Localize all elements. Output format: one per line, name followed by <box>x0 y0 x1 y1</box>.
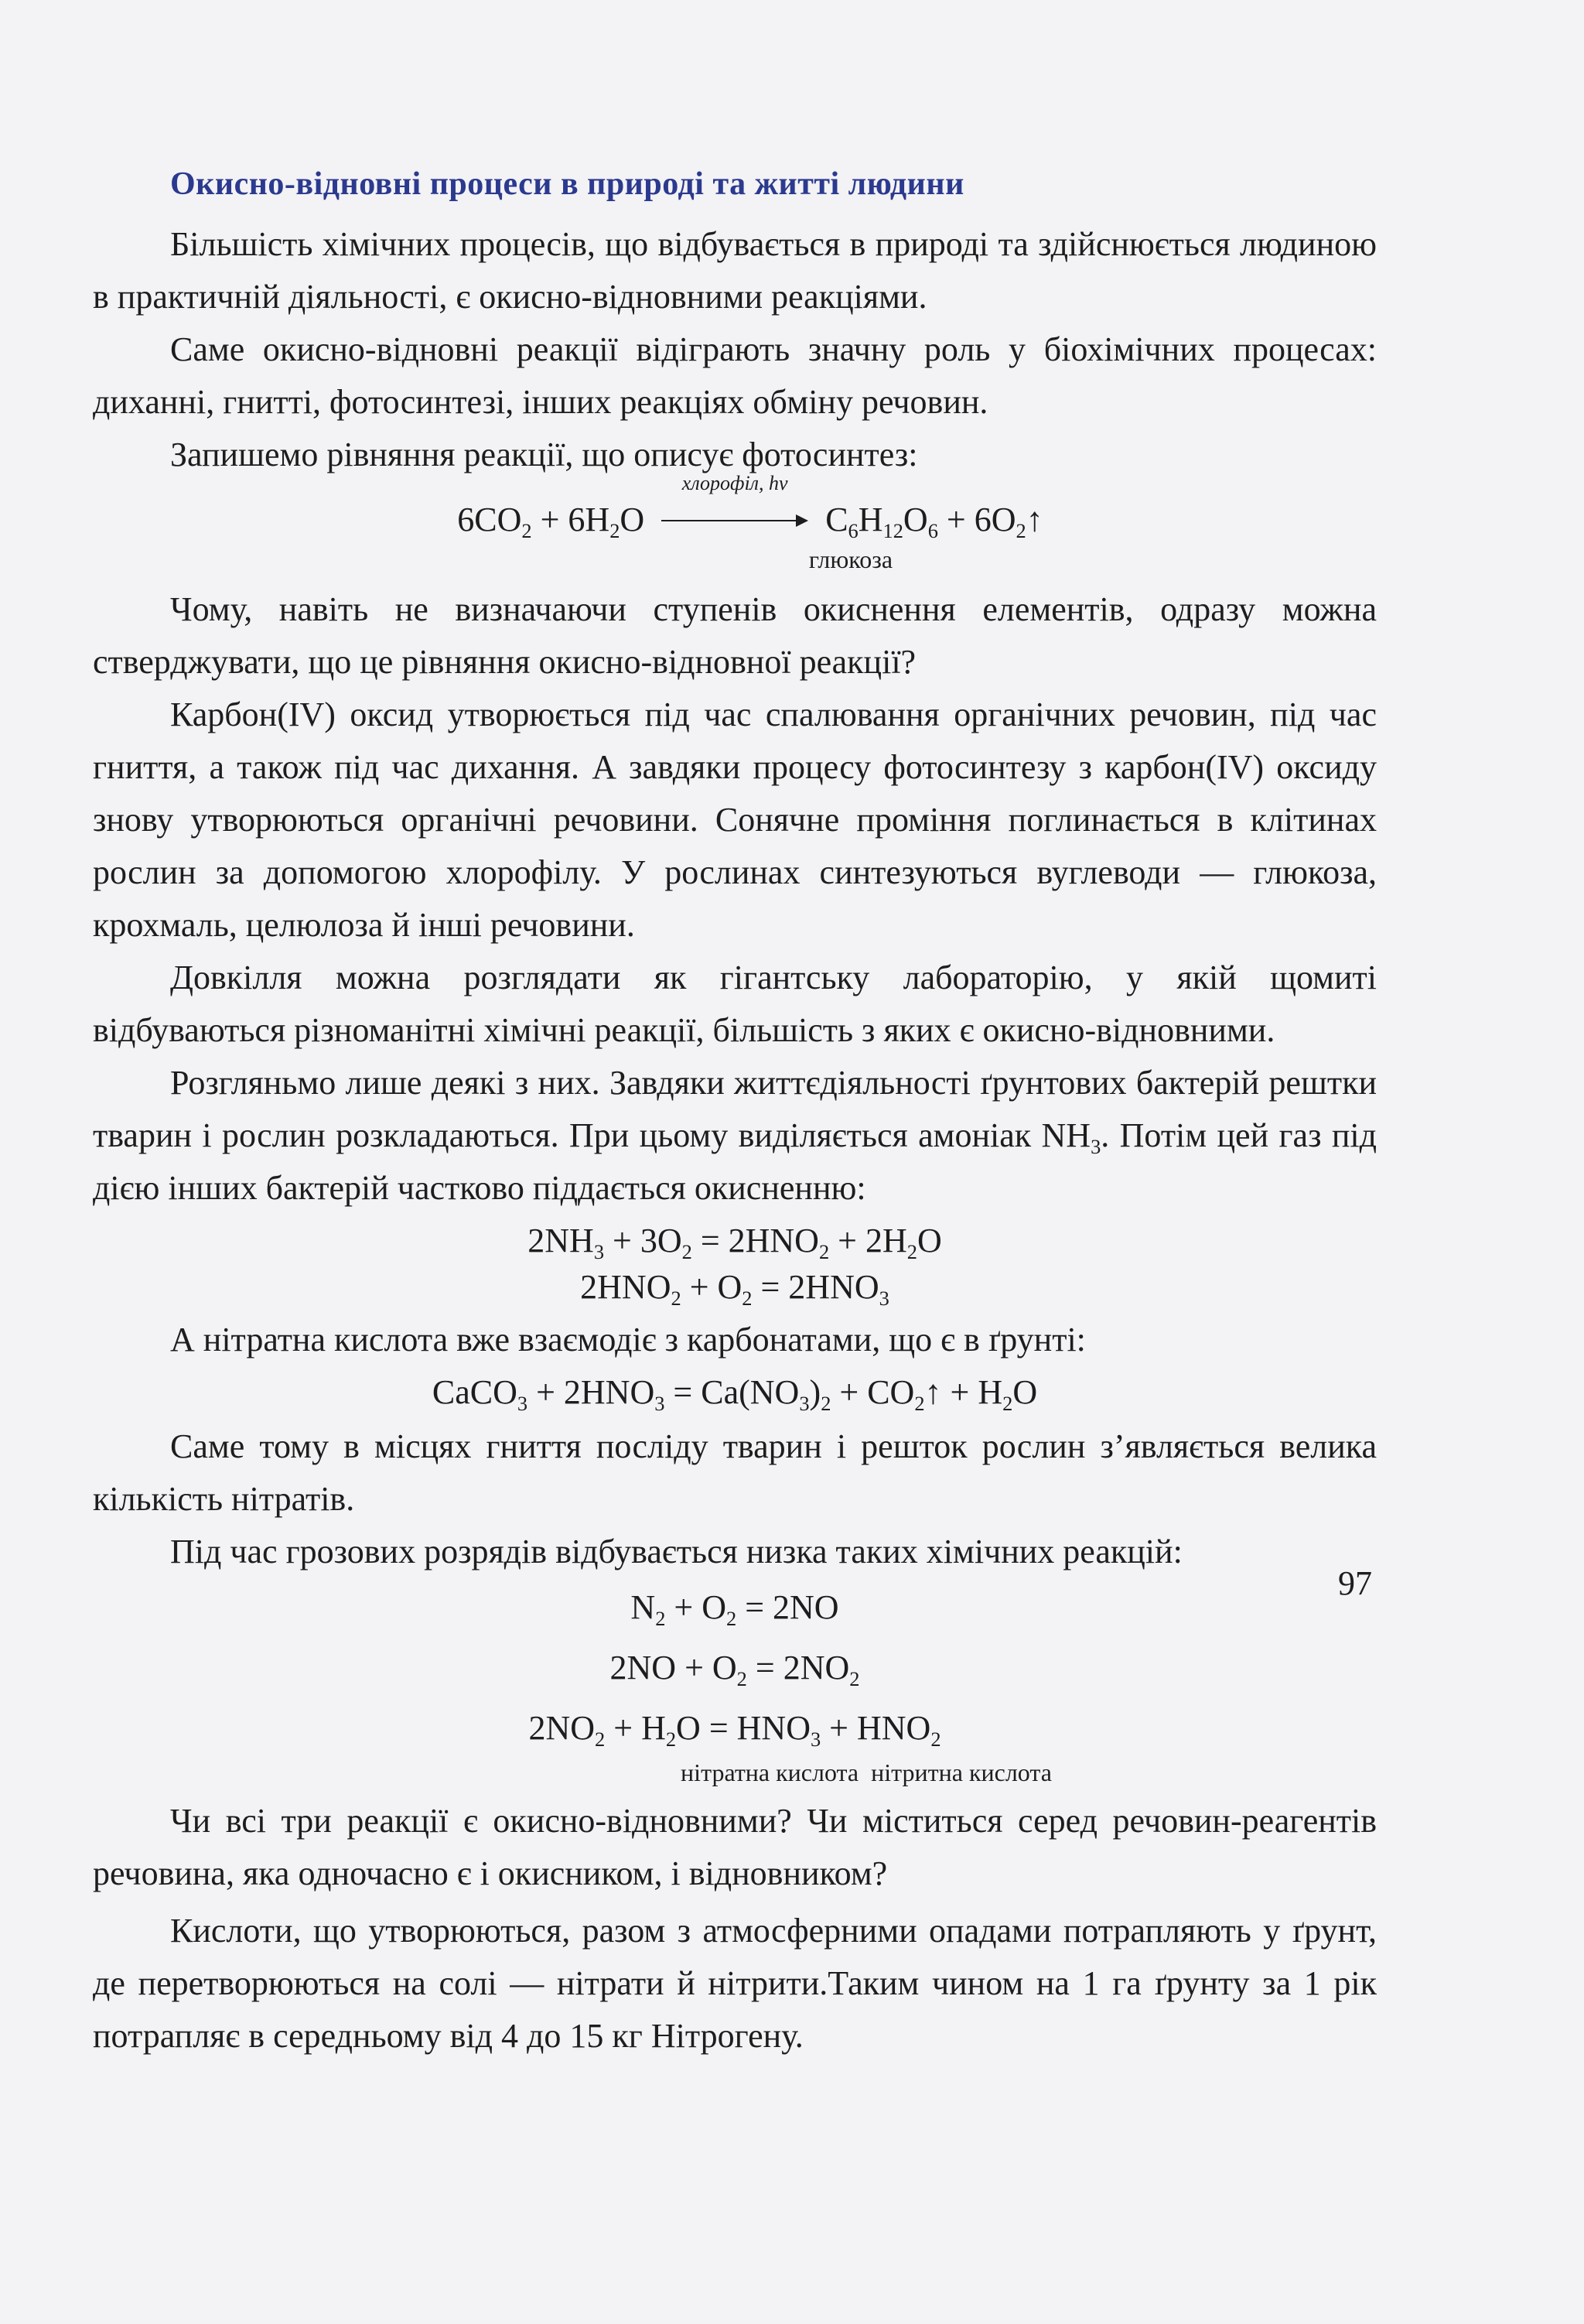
equation: $2NH_3 + 3O_2 = 2HNO_2 + 2H_2O$ <box>527 1222 942 1264</box>
paragraph: Саме тому в місцях гниття посліду тварин і решток рослин з’являється велика кількість нітратів. <box>93 1427 1377 1518</box>
paragraph: Чи всі три реакції є окисно-відновними? Чи міститься серед речовин-реагентів речовина, яка одночасно є і окисником, і відновником? <box>93 1802 1377 1892</box>
photosynthesis-equation: $6CO_2 + 6H_2O$ хлорофіл, hv $C_6H_{12}O_6$ + $6O_2↑$ <box>457 472 1043 543</box>
paragraph: Чому, навіть не визначаючи ступенів окиснення елементів, одразу можна стверджувати, що це рівняння окисно-відновної реакції? <box>93 590 1377 681</box>
paragraph: Запишемо рівняння реакції, що описує фотосинтез: <box>170 436 918 473</box>
nitrite-acid-label: нітритна кислота <box>871 1758 1052 1786</box>
paragraph-text: Розгляньмо лише деякі з них. Завдяки життєдіяльності ґрунтових бактерій рештки тварин і рослин розкладаються. При цьому виділяється амоніак NH <box>93 1064 1377 1154</box>
paragraph: Більшість хімічних процесів, що відбувається в природі та здійснюється людиною в практичній діяльності, є окисно-відновними реакціями. <box>93 225 1377 316</box>
lightning-equations <box>93 1586 1377 1750</box>
equation: $2NO_2 + H_2O = HNO_3 + HNO_2$ <box>528 1709 941 1752</box>
page-content <box>93 152 1377 2063</box>
paragraph: Під час грозових розрядів відбувається низка таких хімічних реакцій: <box>170 1533 1183 1570</box>
equation: $N_2 + O_2 = 2NO$ <box>630 1588 839 1631</box>
nitrate-acid-label: нітратна кислота <box>681 1758 859 1786</box>
equation: CaCO$_3$ + $2HNO_3 = Ca(NO_3)_2$ + $CO_2↑ + H_2O$ <box>432 1373 1038 1416</box>
glucose-label: глюкоза <box>808 545 893 573</box>
equation: $2HNO_2 + O_2 = 2HNO_3$ <box>580 1268 889 1311</box>
paragraph: Карбон(IV) оксид утворюється під час спалювання органічних речовин, під час гниття, а також під час дихання. А завдяки процесу фотосинтезу з карбон(IV) оксиду знову утворюються органічні речовини. Сонячне проміння поглинається в клітинах рослин за допомогою хлорофілу. У рослинах синтезуються вуглеводи — глюкоза, крохмаль, целюлоза й інші речовини. <box>93 695 1377 944</box>
paragraph: Саме окисно-відновні реакції відіграють значну роль у біохімічних процесах: диханні, гнитті, фотосинтезі, інших реакціях обміну речовин. <box>93 330 1377 421</box>
paragraph: А нітратна кислота вже взаємодіє з карбонатами, що є в ґрунті: <box>170 1321 1086 1359</box>
ammonia-oxidation-equations <box>93 1219 1377 1309</box>
paragraph <box>93 1057 1377 1215</box>
section-heading: Окисно-відновні процеси в природі та житті людини <box>170 166 964 202</box>
acid-labels <box>224 1755 1508 1790</box>
arrow-label: хлорофіл, hv <box>681 472 788 494</box>
paragraph-text: . Потім цей газ під дією інших бактерій частково піддається окисненню: <box>93 1116 1377 1207</box>
paragraph: Кислоти, що утворюються, разом з атмосферними опадами потрапляють у ґрунт, де перетворюються на солі — нітрати й нітрити.Таким чином на 1 га ґрунту за 1 рік потрапляє в середньому від 4 до 15 кг Нітрогену. <box>93 1912 1377 2055</box>
arrow-head-icon <box>796 514 808 527</box>
subscript: 3 <box>1091 1135 1101 1159</box>
page-number: 97 <box>1338 1564 1372 1602</box>
equation: $2NO + O_2 = 2NO_2$ <box>609 1649 860 1691</box>
paragraph: Довкілля можна розглядати як гігантську лабораторію, у якій щомиті відбуваються різноманітні хімічні реакції, більшість з яких є окисно-відновними. <box>93 959 1377 1049</box>
reaction-arrow <box>661 472 808 531</box>
